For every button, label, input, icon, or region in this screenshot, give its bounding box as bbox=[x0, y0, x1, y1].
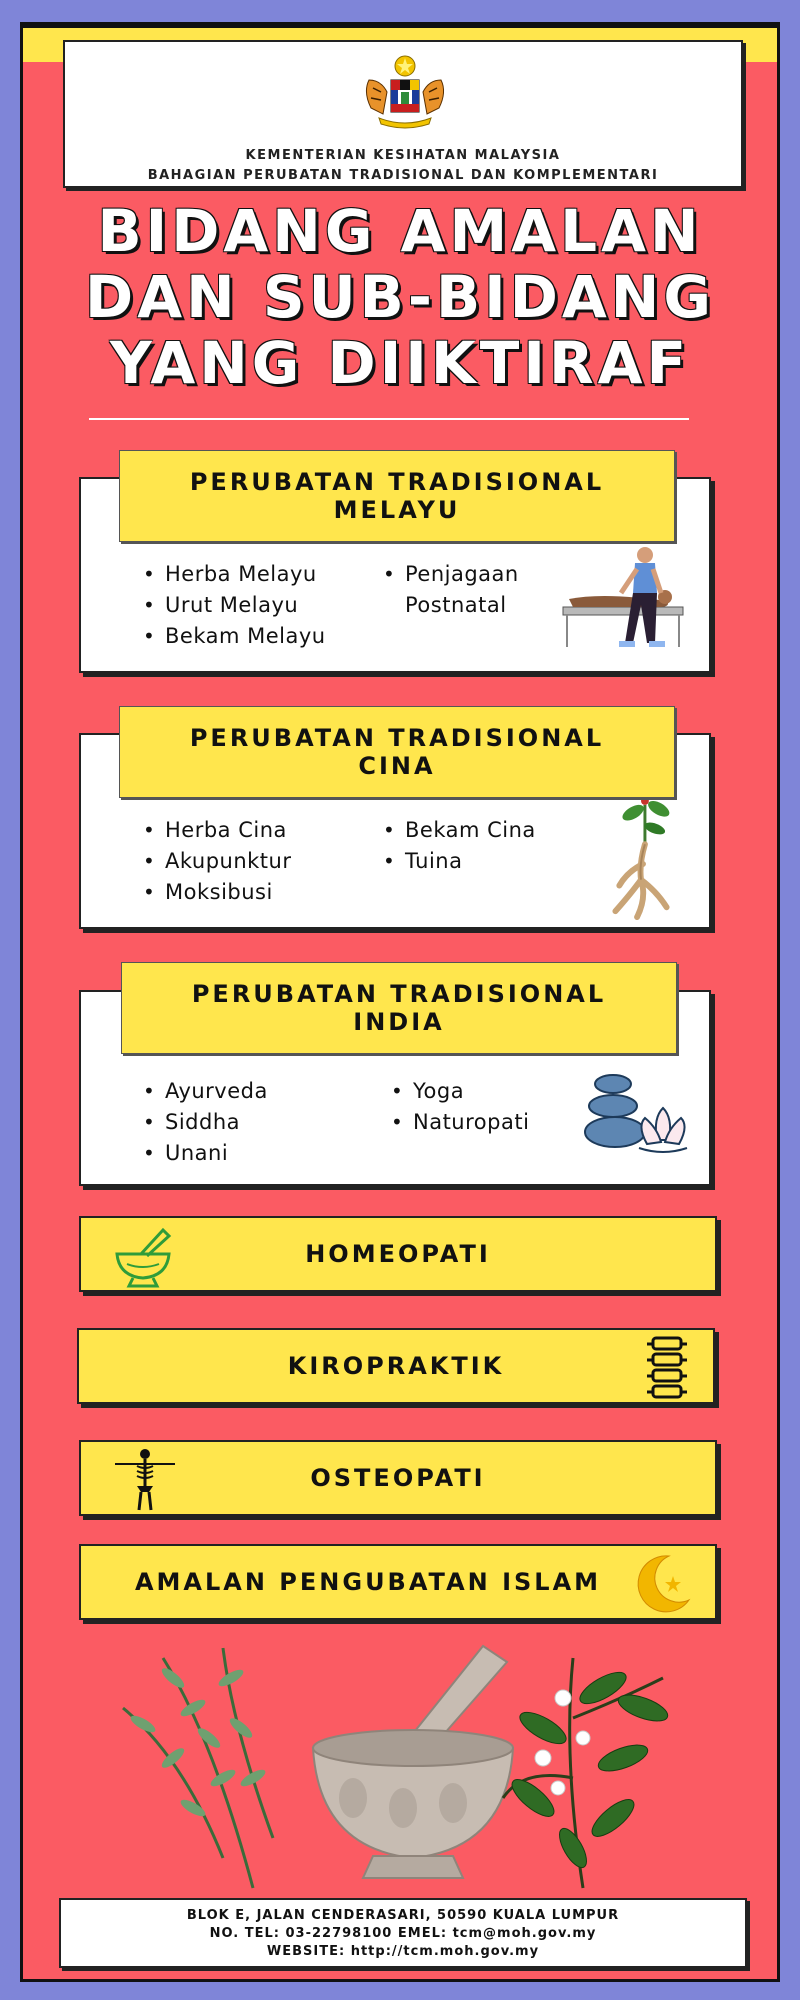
list-item: • Ayurveda bbox=[143, 1076, 268, 1107]
list-item: • Yoga bbox=[391, 1076, 529, 1107]
melayu-list-col2 bbox=[383, 559, 519, 621]
list-item: • Bekam Cina bbox=[383, 815, 536, 846]
title-divider bbox=[89, 418, 689, 420]
cina-list-col1 bbox=[143, 815, 291, 908]
ginseng-root-icon bbox=[601, 795, 681, 923]
bar-label: AMALAN PENGUBATAN ISLAM bbox=[134, 1568, 602, 1596]
bar-kiropraktik bbox=[77, 1328, 715, 1404]
skeleton-icon bbox=[113, 1448, 177, 1512]
bar-label: OSTEOPATI bbox=[310, 1464, 486, 1492]
poster-frame bbox=[20, 22, 780, 1982]
bar-label: KIROPRAKTIK bbox=[287, 1352, 505, 1380]
list-item: • Naturopati bbox=[391, 1107, 529, 1138]
bar-homeopati bbox=[79, 1216, 717, 1292]
india-list-col1 bbox=[143, 1076, 268, 1169]
footer-phone-email: NO. TEL: 03-22798100 EMEL: tcm@moh.gov.my bbox=[209, 1926, 597, 1941]
list-item: • Penjagaan bbox=[383, 559, 519, 590]
cina-list-col2 bbox=[383, 815, 536, 877]
india-list-col2 bbox=[391, 1076, 529, 1138]
zen-stones-lotus-icon bbox=[583, 1070, 693, 1160]
list-item: • Tuina bbox=[383, 846, 536, 877]
list-item: • Bekam Melayu bbox=[143, 621, 326, 652]
melayu-list-col1 bbox=[143, 559, 326, 652]
bar-osteopati bbox=[79, 1440, 717, 1516]
list-item: • Urut Melayu bbox=[143, 590, 326, 621]
footer-website[interactable]: WEBSITE: http://tcm.moh.gov.my bbox=[266, 1944, 540, 1959]
page-title bbox=[23, 198, 777, 396]
bar-amalan-pengubatan-islam bbox=[79, 1544, 717, 1620]
title-line-1: BIDANG AMALAN bbox=[97, 197, 703, 265]
massage-therapy-icon bbox=[559, 543, 689, 653]
bar-label: HOMEOPATI bbox=[305, 1240, 491, 1268]
footer-address: BLOK E, JALAN CENDERASARI, 50590 KUALA LUMPUR bbox=[186, 1908, 620, 1923]
ministry-name: KEMENTERIAN KESIHATAN MALAYSIA bbox=[245, 148, 561, 163]
malaysia-coat-of-arms-icon bbox=[355, 52, 455, 134]
division-name: BAHAGIAN PERUBATAN TRADISIONAL DAN KOMPLEMENTARI bbox=[147, 168, 659, 183]
title-line-3: YANG DIIKTIRAF bbox=[109, 329, 691, 397]
section-melayu-title: PERUBATAN TRADISIONAL MELAYU bbox=[119, 450, 675, 542]
list-item: • Herba Melayu bbox=[143, 559, 326, 590]
ministry-header bbox=[63, 40, 743, 188]
list-item: • Herba Cina bbox=[143, 815, 291, 846]
mortar-pestle-icon bbox=[111, 1224, 175, 1288]
list-item: • Akupunktur bbox=[143, 846, 291, 877]
list-item: • Moksibusi bbox=[143, 877, 291, 908]
section-cina-title: PERUBATAN TRADISIONAL CINA bbox=[119, 706, 675, 798]
title-line-2: DAN SUB-BIDANG bbox=[85, 263, 715, 331]
herbs-mortar-illustration bbox=[103, 1638, 703, 1908]
crescent-star-icon bbox=[629, 1552, 693, 1616]
footer-contact bbox=[59, 1898, 747, 1968]
list-item: • Siddha bbox=[143, 1107, 268, 1138]
list-item: • Unani bbox=[143, 1138, 268, 1169]
section-india-title: PERUBATAN TRADISIONAL INDIA bbox=[121, 962, 677, 1054]
spine-icon bbox=[635, 1336, 699, 1400]
list-item-continued: Postnatal bbox=[405, 593, 507, 617]
